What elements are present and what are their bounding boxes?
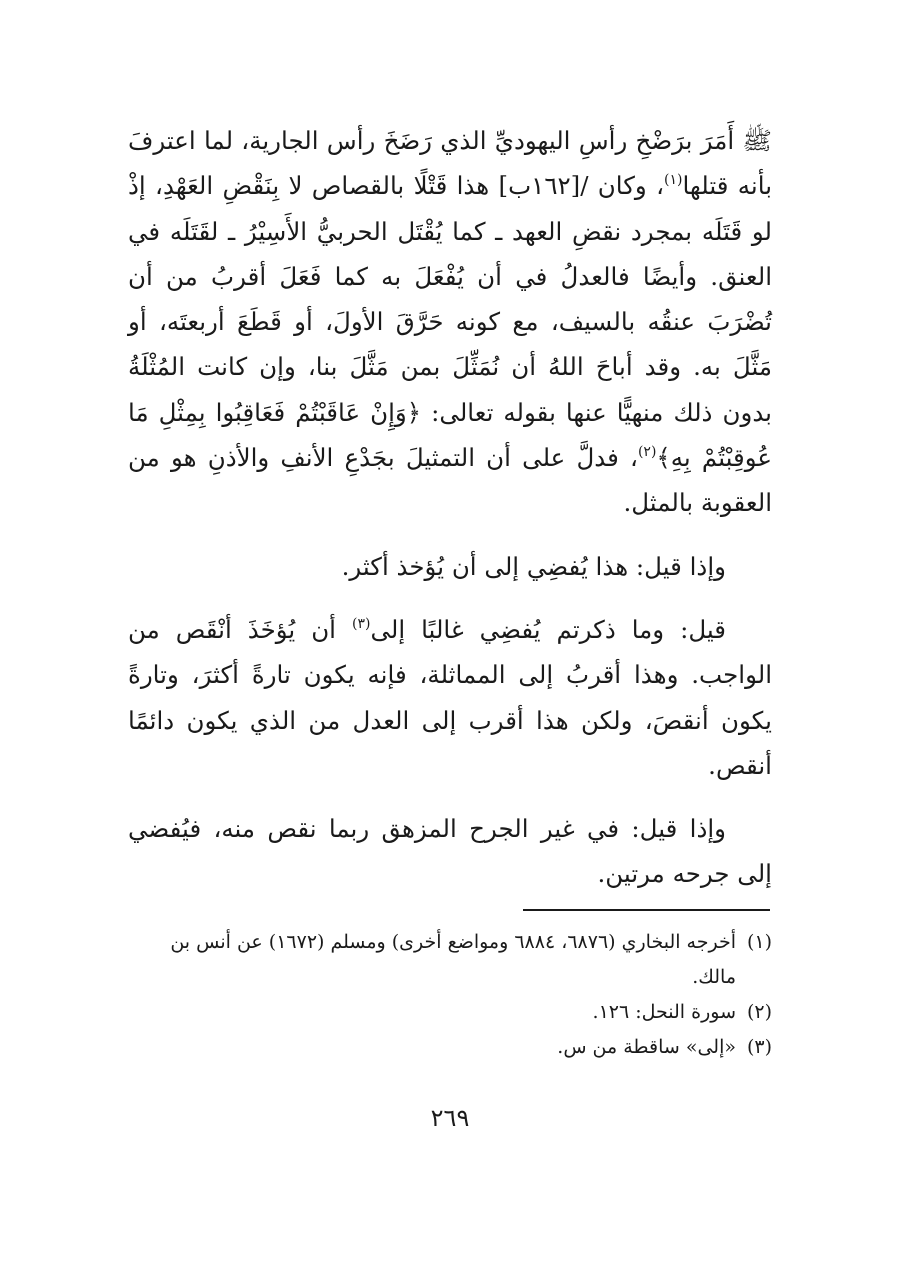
paragraph-1-part-3: ، فدلَّ على أن التمثيلَ بجَدْعِ الأنفِ والأذنِ هو من العقوبة بالمثل.	[128, 443, 772, 518]
footnote-number: (٣)	[746, 1036, 772, 1058]
paragraph-2	[128, 544, 772, 589]
paragraph-4	[128, 806, 772, 897]
footnote-3	[128, 1030, 772, 1065]
paragraph-2-text: وإذا قيل: هذا يُفضِي إلى أن يُؤخذ أكثر.	[341, 551, 726, 581]
page-number: ٢٦٩	[430, 1104, 470, 1132]
footnote-text: أخرجه البخاري (٦٨٧٦، ٦٨٨٤ ومواضع أخرى) ومسلم (١٦٧٢) عن أنس بن مالك.	[170, 931, 736, 988]
footnote-ref-3: (٣)	[351, 615, 371, 632]
footnote-number: (١)	[746, 931, 772, 953]
footnote-text: سورة النحل: ١٢٦.	[592, 1001, 736, 1023]
main-text	[128, 118, 772, 897]
footnote-2	[128, 995, 772, 1030]
footnote-1	[128, 925, 772, 995]
footnotes	[128, 925, 772, 1065]
paragraph-1-part-1: ﷺ أَمَرَ برَضْخِ رأسِ اليهوديِّ الذي رَضَخَ رأس الجارية، لما اعترفَ بأنه قتلها	[128, 126, 773, 201]
quran-verse: ﴿وَإِنْ عَاقَبْتُمْ فَعَاقِبُوا بِمِثْلِ مَا عُوقِبْتُمْ بِهِ﴾	[128, 397, 772, 473]
paragraph-4-text: وإذا قيل: في غير الجرح المزهق ربما نقص منه، فيُفضي إلى جرحه مرتين.	[128, 814, 772, 889]
paragraph-1	[128, 118, 772, 526]
paragraph-3-part-1: قيل: وما ذكرتم يُفضِي غالبًا إلى	[370, 614, 726, 644]
paragraph-1-part-2: ، وكان /[١٦٢ب] هذا قَتْلًا بالقصاص لا بِنَقْضِ العَهْدِ، إذْ لو قَتَلَه بمجرد نقضِ العهد ـ كما يُقْتَل الحربيُّ الأَسِيْرُ ـ لقَتَلَه في العنق. وأيضًا فالعدلُ في أن يُفْعَلَ به كما فَعَلَ أقربُ من أن تُضْرَبَ عنقُه بالسيف، مع كونه حَرَّقَ الأولَ، أو قَطَعَ أربعتَه، أو مَثَّلَ به. وقد أباحَ اللهُ أن نُمَثِّلَ بمن مَثَّلَ بنا، وإن كانت المُثْلَةُ بدون ذلك منهيًّا عنها بقوله تعالى:	[128, 171, 773, 427]
footnote-number: (٢)	[746, 1001, 772, 1023]
footnote-ref-1: (١)	[664, 172, 683, 189]
footnote-ref-2: (٢)	[637, 444, 657, 461]
paragraph-3	[128, 607, 772, 788]
footnote-divider	[523, 909, 770, 911]
footnote-text: «إلى» ساقطة من س.	[557, 1036, 736, 1058]
paragraph-3-part-2: أن يُؤخَذَ أنْقَص من الواجب. وهذا أقربُ إلى المماثلة، فإنه يكون تارةً أكثرَ، وتارةً يكون أنقصَ، ولكن هذا أقرب إلى العدل من الذي يكون دائمًا أنقص.	[128, 614, 772, 780]
